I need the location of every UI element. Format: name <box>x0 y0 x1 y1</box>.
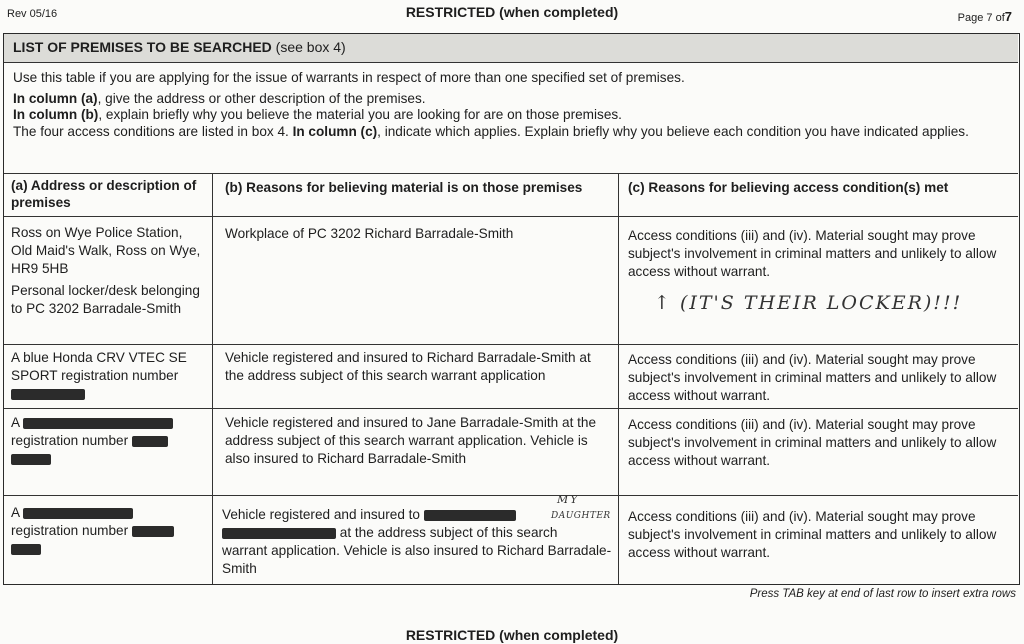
table-top-border <box>4 173 1018 174</box>
column-divider-bc <box>618 174 619 584</box>
instruction-line-3-text: , explain briefly why you believe the material you are looking for are on those premises. <box>98 107 622 122</box>
redacted-address <box>222 528 336 539</box>
revision-label: Rev 05/16 <box>7 8 58 20</box>
row-2-address-text: A blue Honda CRV VTEC SE SPORT registration number <box>11 350 187 383</box>
column-b-header: (b) Reasons for believing material is on those premises <box>225 180 583 195</box>
instruction-line-3 <box>13 107 1013 124</box>
tab-key-hint: Press TAB key at end of last row to insert extra rows <box>749 588 1016 600</box>
row-1-address-locker: Personal locker/desk belonging to PC 3202 Barradale-Smith <box>11 283 200 316</box>
redacted-registration <box>132 436 168 447</box>
row-3-registration-label: registration number <box>11 433 129 448</box>
instruction-line-4 <box>13 124 1013 141</box>
redacted-registration-end <box>11 454 51 465</box>
instruction-line-4a: The four access conditions are listed in box 4. <box>13 123 293 139</box>
redacted-registration-end <box>11 544 41 555</box>
section-title-text: LIST OF PREMISES TO BE SEARCHED <box>13 39 272 55</box>
redacted-vehicle <box>23 508 133 519</box>
row-2-border <box>4 408 1018 409</box>
section-title <box>13 39 346 55</box>
row-3-reason: Vehicle registered and insured to Jane Barradale-Smith at the address subject of this search warrant application. Vehicle is also insured to Richard Barradale-Smith <box>225 415 597 466</box>
premises-form <box>3 33 1020 585</box>
instruction-line-1: Use this table if you are applying for the issue of warrants in respect of more than one specified set of premises. <box>13 70 685 85</box>
column-b-ref: In column (b) <box>13 107 99 122</box>
row-1-border <box>4 344 1018 345</box>
column-divider-ab <box>212 174 213 584</box>
instruction-line-4-text: , indicate which applies. Explain briefly why you believe each condition you have indicated applies. <box>377 123 969 139</box>
row-4-access: Access conditions (iii) and (iv). Material sought may prove subject's involvement in criminal matters and unlikely to allow access without warrant. <box>628 509 997 560</box>
row-4-reason-mid: at the address subject of this search <box>339 525 558 540</box>
classification-footer: RESTRICTED (when completed) <box>405 627 619 643</box>
section-title-bar <box>4 34 1018 63</box>
row-4-reason-end: warrant application. Vehicle is also insured to Richard Barradale-Smith <box>222 543 612 576</box>
column-c-header: (c) Reasons for believing access condition(s) met <box>628 180 949 195</box>
row-4-article: A <box>11 505 20 520</box>
row-4-reason-start: Vehicle registered and insured to <box>222 507 420 522</box>
row-3-address <box>11 414 207 468</box>
column-a-header: (a) Address or description of premises <box>11 178 197 210</box>
row-3-access: Access conditions (iii) and (iv). Material sought may prove subject's involvement in criminal matters and unlikely to allow access without warrant. <box>628 417 997 468</box>
row-2-address <box>11 349 207 403</box>
classification-header: RESTRICTED (when completed) <box>405 4 619 20</box>
column-c-ref: In column (c) <box>292 123 378 139</box>
redacted-registration <box>132 526 174 537</box>
row-2-reason: Vehicle registered and insured to Richard Barradale-Smith at the address subject of this search warrant application <box>225 350 591 383</box>
row-3-article: A <box>11 415 20 430</box>
column-a-ref: In column (a) <box>13 90 98 106</box>
page-number <box>958 9 1012 24</box>
row-1-address <box>11 224 201 318</box>
instruction-line-2-text: , give the address or other description of the premises. <box>97 90 426 106</box>
row-1-address-main: Ross on Wye Police Station, Old Maid's Walk, Ross on Wye, HR9 5HB <box>11 225 201 276</box>
section-title-suffix: (see box 4) <box>275 39 346 55</box>
row-1-access: Access conditions (iii) and (iv). Material sought may prove subject's involvement in criminal matters and unlikely to allow access without warrant. <box>628 228 997 279</box>
row-1-reason: Workplace of PC 3202 Richard Barradale-Smith <box>225 226 514 241</box>
row-2-access: Access conditions (iii) and (iv). Material sought may prove subject's involvement in criminal matters and unlikely to allow access without warrant. <box>628 352 997 403</box>
handwritten-locker-note: ↑ (IT'S THEIR LOCKER)!!! <box>654 292 963 314</box>
redacted-vehicle <box>23 418 173 429</box>
row-4-registration-label: registration number <box>11 523 129 538</box>
redacted-registration <box>11 389 85 400</box>
instructions <box>13 70 1013 140</box>
page-total: 7 <box>1004 9 1012 24</box>
header-row-border <box>4 216 1018 217</box>
handwritten-my-note: MY <box>557 493 580 506</box>
instruction-line-2 <box>13 91 1013 108</box>
redacted-name <box>424 510 516 521</box>
page-prefix: Page 7 of <box>957 12 1005 24</box>
handwritten-daughter-note: DAUGHTER <box>551 511 611 521</box>
row-4-address <box>11 504 207 558</box>
row-3-border <box>4 495 1018 496</box>
